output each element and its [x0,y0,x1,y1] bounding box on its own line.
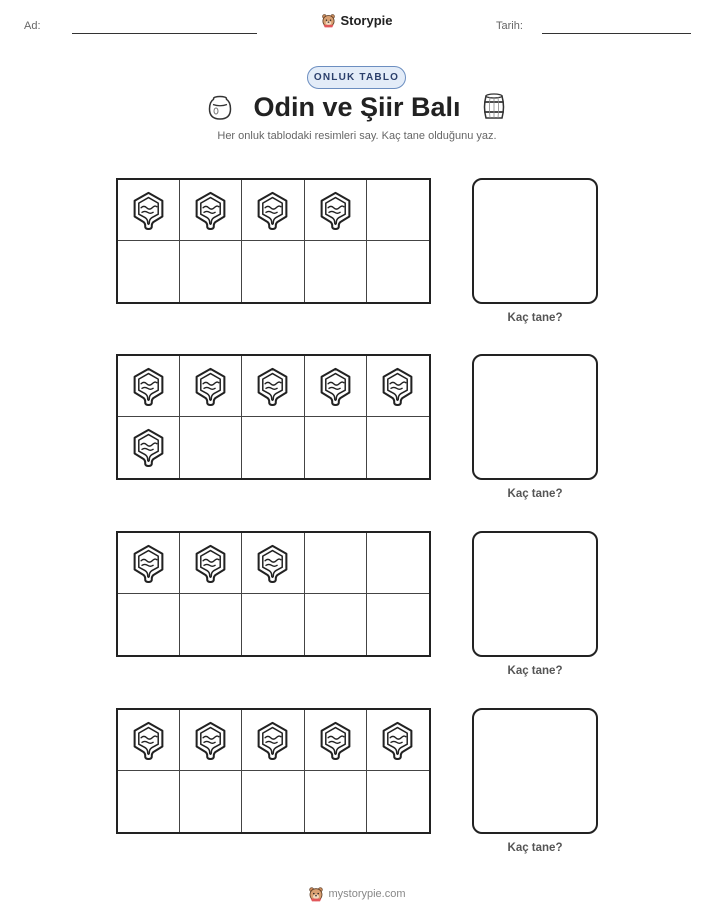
ten-frame-cell [118,710,180,771]
answer-label: Kaç tane? [507,312,563,324]
ten-frame-cell [242,356,304,417]
honeycomb-icon [192,190,229,231]
name-label: Ad: [24,20,41,32]
instructions: Her onluk tablodaki resimleri say. Kaç tane olduğunu yaz. [217,130,497,142]
honeycomb-icon [379,720,416,761]
ten-frame-cell [305,533,367,594]
worksheet-type-badge: ONLUK TABLO [307,66,406,89]
ten-frame-cell [242,594,304,655]
barrel-icon [479,92,509,122]
answer-box[interactable] [472,178,598,304]
ten-frame-cell [305,771,367,832]
answer-label: Kaç tane? [507,488,563,500]
ten-frame-cell [180,771,242,832]
ten-frame [116,178,431,304]
ten-frame-cell [180,417,242,478]
honeycomb-icon [192,720,229,761]
ten-frame [116,354,431,480]
ten-frame-cell [118,594,180,655]
brand-logo [0,13,714,28]
ten-frame-cell [242,241,304,302]
honeycomb-icon [254,366,291,407]
ten-frame-cell [367,180,429,241]
honeycomb-icon [130,427,167,468]
ten-frame-cell [242,710,304,771]
ten-frame-cell [118,771,180,832]
honeycomb-icon [130,366,167,407]
ten-frame-cell [180,533,242,594]
ten-frame-cell [305,241,367,302]
honeycomb-icon [254,720,291,761]
ten-frame-cell [367,710,429,771]
honeycomb-icon [317,190,354,231]
answer-label: Kaç tane? [507,842,563,854]
ten-frame-cell [242,771,304,832]
ten-frame-cell [180,241,242,302]
ten-frame-cell [118,241,180,302]
honeycomb-icon [130,190,167,231]
ten-frame-cell [118,356,180,417]
honeycomb-icon [317,366,354,407]
honeycomb-icon [192,366,229,407]
title-row [0,88,714,126]
footer-url: mystorypie.com [328,888,406,900]
honeycomb-icon [379,366,416,407]
ten-frame-cell [242,533,304,594]
bear-mascot-icon [308,886,324,902]
ten-frame-cell [242,180,304,241]
answer-box[interactable] [472,354,598,480]
ten-frame-cell [367,417,429,478]
page-title: Odin ve Şiir Balı [253,91,461,122]
bear-mascot-icon [321,13,336,28]
ten-frame-cell [180,594,242,655]
honeycomb-icon [130,543,167,584]
ten-frame-cell [180,356,242,417]
footer [0,886,714,902]
ten-frame-cell [305,356,367,417]
ten-frame-cell [367,771,429,832]
ten-frame-cell [180,180,242,241]
honey-pot-icon [205,92,235,122]
name-line[interactable] [72,33,257,34]
ten-frame-cell [118,533,180,594]
ten-frame-cell [305,180,367,241]
ten-frame-cell [367,533,429,594]
honeycomb-icon [254,543,291,584]
ten-frame-cell [180,710,242,771]
honeycomb-icon [130,720,167,761]
honeycomb-icon [192,543,229,584]
ten-frame [116,531,431,657]
ten-frame-cell [118,180,180,241]
date-label: Tarih: [496,20,523,32]
date-line[interactable] [542,33,691,34]
ten-frame-cell [305,710,367,771]
ten-frame-cell [118,417,180,478]
ten-frame-cell [242,417,304,478]
ten-frame-cell [305,594,367,655]
answer-label: Kaç tane? [507,665,563,677]
honeycomb-icon [317,720,354,761]
brand-name: Storypie [340,13,393,28]
ten-frame-cell [367,594,429,655]
ten-frame-cell [367,241,429,302]
answer-box[interactable] [472,708,598,834]
ten-frame [116,708,431,834]
answer-box[interactable] [472,531,598,657]
honeycomb-icon [254,190,291,231]
ten-frame-cell [305,417,367,478]
ten-frame-cell [367,356,429,417]
